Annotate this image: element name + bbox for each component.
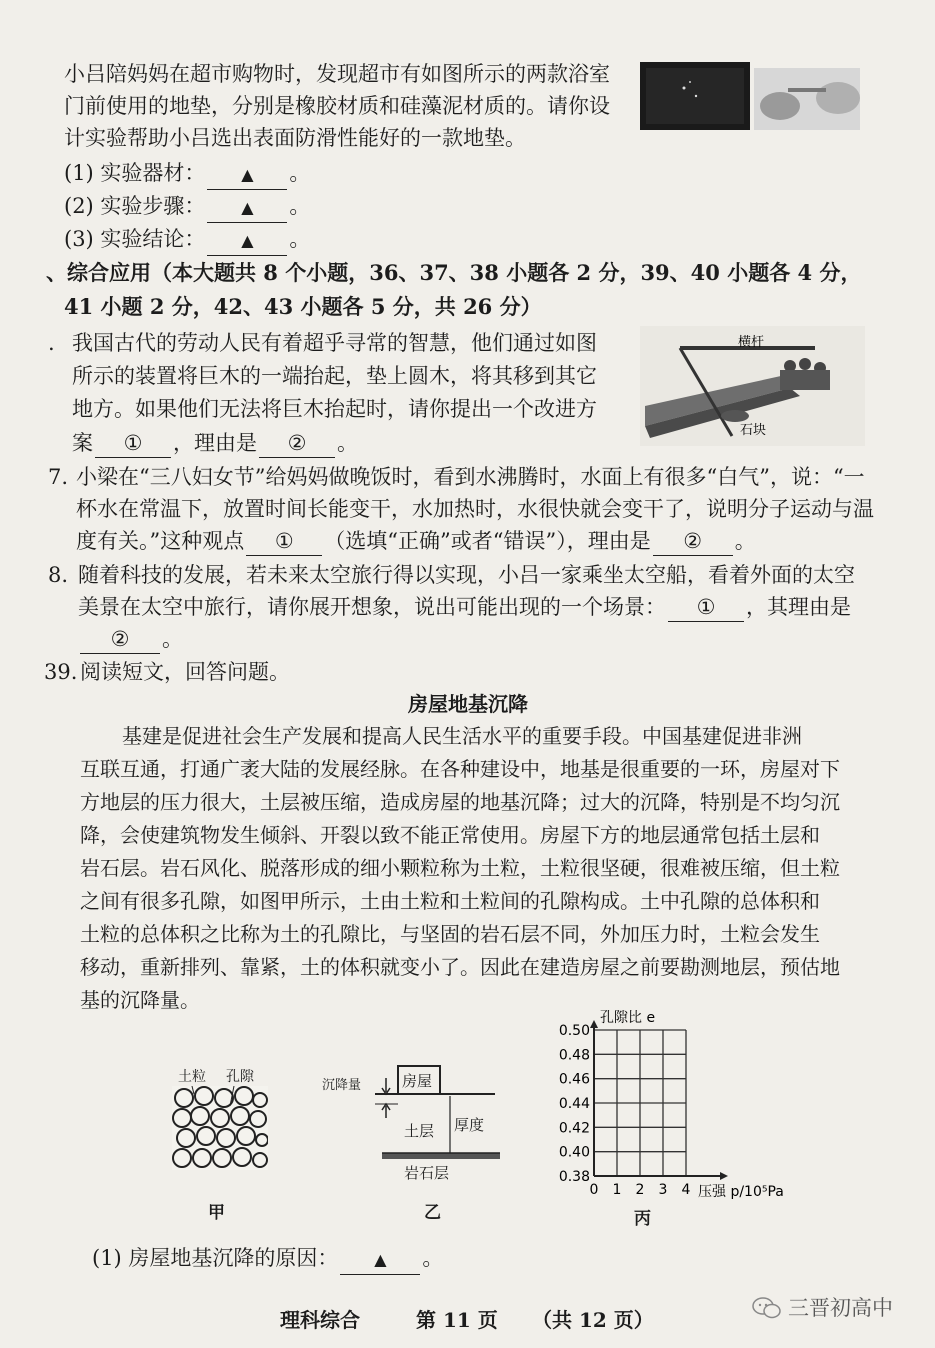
lever-label: 横杆 <box>738 335 765 350</box>
answer-blank[interactable]: ▲ <box>207 225 287 256</box>
chart-grid <box>594 1030 686 1176</box>
house-label: 房屋 <box>402 1072 433 1090</box>
q38-number: 8. <box>48 563 69 587</box>
lever-illustration <box>640 326 865 446</box>
passage-line: 之间有很多孔隙，如图甲所示，土由土粒和土粒间的孔隙构成。土中孔隙的总体积和 <box>80 889 820 913</box>
q36-line4: 案 ① ，理由是 ② 。 <box>72 429 358 458</box>
y-tick-label: 0.40 <box>558 1144 590 1161</box>
y-tick-label: 0.42 <box>558 1120 590 1137</box>
soil-layer-label: 土层 <box>404 1122 435 1140</box>
q38-line3: ② 。 <box>78 625 183 654</box>
settlement-label: 沉降量 <box>322 1078 362 1093</box>
watermark-text: 三晋初高中 <box>788 1296 893 1320</box>
y-tick-label: 0.44 <box>558 1096 590 1112</box>
answer-blank-2[interactable]: ② <box>653 527 733 556</box>
q37-number: 7. <box>48 465 69 489</box>
q38-line1: 随着科技的发展，若未来太空旅行得以实现，小吕一家乘坐太空船，看着外面的太空 <box>78 563 855 587</box>
q-mat-line2: 门前使用的地垫，分别是橡胶材质和硅藻泥材质的。请你设 <box>64 94 610 118</box>
q-mat-line3: 计实验帮助小吕选出表面防滑性能好的一款地垫。 <box>64 126 526 150</box>
x-tick-label: 4 <box>681 1182 691 1198</box>
x-tick-label: 0 <box>589 1182 599 1198</box>
caption-c: 丙 <box>634 1209 651 1229</box>
caption-a: 甲 <box>208 1203 225 1223</box>
rock-layer-label: 岩石层 <box>404 1164 450 1182</box>
q37-line2: 杯水在常温下，放置时间长能变干，水加热时，水很快就会变干了，说明分子运动与温 <box>76 497 874 521</box>
q39-number: 39. <box>44 660 78 684</box>
q37-line1: 小梁在“三八妇女节”给妈妈做晚饭时，看到水沸腾时，水面上有很多“白气”，说：“一 <box>76 465 865 489</box>
y-tick-label: 0.48 <box>558 1047 590 1064</box>
x-axis-arrow <box>720 1172 728 1180</box>
wechat-icon <box>752 1296 782 1320</box>
passage-line: 岩石层。岩石风化、脱落形成的细小颗粒称为土粒，土粒很坚硬，很难被压缩，但土粒 <box>80 856 840 880</box>
passage-line: 降，会使建筑物发生倾斜、开裂以致不能正常使用。房屋下方的地层通常包括土层和 <box>80 823 820 847</box>
passage-line: 基建是促进社会生产发展和提高人民生活水平的重要手段。中国基建促进非洲 <box>122 724 802 748</box>
chart-x-ticks <box>590 1182 691 1198</box>
passage-line: 移动，重新排列、靠紧，土的体积就变小了。因此在建造房屋之前要勘测地层，预估地 <box>80 955 840 979</box>
passage-line: 基的沉降量。 <box>80 988 200 1012</box>
answer-blank-1[interactable]: ① <box>95 429 171 458</box>
answer-blank-2[interactable]: ② <box>259 429 335 458</box>
chart-x-label: 压强 p/10⁵Pa <box>698 1184 784 1200</box>
y-tick-label: 0.38 <box>558 1169 590 1185</box>
grain-label: 土粒 <box>178 1069 206 1085</box>
chart-y-ticks <box>559 1023 590 1185</box>
q36-line1: 我国古代的劳动人民有着超乎寻常的智慧，他们通过如图 <box>72 331 597 355</box>
answer-blank-1[interactable]: ① <box>668 593 744 622</box>
passage-line: 土粒的总体积之比称为土的孔隙比，与坚固的岩石层不同，外加压力时，土粒会发生 <box>80 922 820 946</box>
passage-line: 方地层的压力很大，土层被压缩，造成房屋的地基沉降；过大的沉降，特别是不均匀沉 <box>80 790 840 814</box>
answer-blank[interactable]: ▲ <box>207 159 287 190</box>
q-mat-sub3: (3) 实验结论： ▲ 。 <box>64 225 310 256</box>
section-heading-line1: 、综合应用（本大题共 8 个小题，36、37、38 小题各 2 分，39、40 小题各 4 分， <box>46 260 862 285</box>
q-mat-sub1: (1) 实验器材： ▲ 。 <box>64 159 310 190</box>
footer-total: （共 12 页） <box>532 1308 654 1332</box>
q36-line3: 地方。如果他们无法将巨木抬起时，请你提出一个改进方 <box>72 397 597 421</box>
caption-b: 乙 <box>424 1203 441 1223</box>
y-axis-arrow <box>590 1020 598 1028</box>
footer-page: 第 11 页 <box>416 1308 498 1332</box>
q37-line3: 度有关。”这种观点 ① （选填“正确”或者“错误”），理由是 ② 。 <box>76 527 756 556</box>
footer-subject: 理科综合 <box>280 1308 360 1332</box>
q39-intro: 阅读短文，回答问题。 <box>80 660 290 684</box>
answer-blank[interactable]: ▲ <box>340 1244 420 1275</box>
passage-title: 房屋地基沉降 <box>408 692 528 716</box>
answer-blank[interactable]: ▲ <box>207 192 287 223</box>
q36-marker: . <box>48 331 55 355</box>
q-mat-line1: 小吕陪妈妈在超市购物时，发现超市有如图所示的两款浴室 <box>64 62 610 86</box>
floor-mat-photo <box>640 62 862 132</box>
x-tick-label: 1 <box>612 1182 622 1198</box>
answer-blank-1[interactable]: ① <box>246 527 322 556</box>
void-ratio-chart <box>540 1008 820 1208</box>
soil-grain-diagram <box>172 1086 268 1170</box>
x-tick-label: 3 <box>658 1182 668 1198</box>
section-heading-line2: 41 小题 2 分，42、43 小题各 5 分，共 26 分） <box>64 294 542 319</box>
q-mat-sub2: (2) 实验步骤： ▲ 。 <box>64 192 310 223</box>
y-tick-label: 0.50 <box>558 1023 590 1039</box>
passage-line: 互联互通，打通广袤大陆的发展经脉。在各种建设中，地基是很重要的一环，房屋对下 <box>80 757 840 781</box>
pore-label: 孔隙 <box>226 1069 254 1085</box>
chart-y-label: 孔隙比 e <box>600 1010 656 1026</box>
q36-line2: 所示的装置将巨木的一端抬起，垫上圆木，将其移到其它 <box>72 364 597 388</box>
y-tick-label: 0.46 <box>558 1071 590 1088</box>
stone-label: 石块 <box>740 423 767 438</box>
q39-sub1: (1) 房屋地基沉降的原因： ▲ 。 <box>92 1244 443 1275</box>
answer-blank-2[interactable]: ② <box>80 625 160 654</box>
chart-axes <box>590 1020 728 1180</box>
x-tick-label: 2 <box>635 1182 645 1198</box>
q38-line2: 美景在太空中旅行，请你展开想象，说出可能出现的一个场景： ① ，其理由是 <box>78 593 851 622</box>
thickness-label: 厚度 <box>454 1116 485 1134</box>
